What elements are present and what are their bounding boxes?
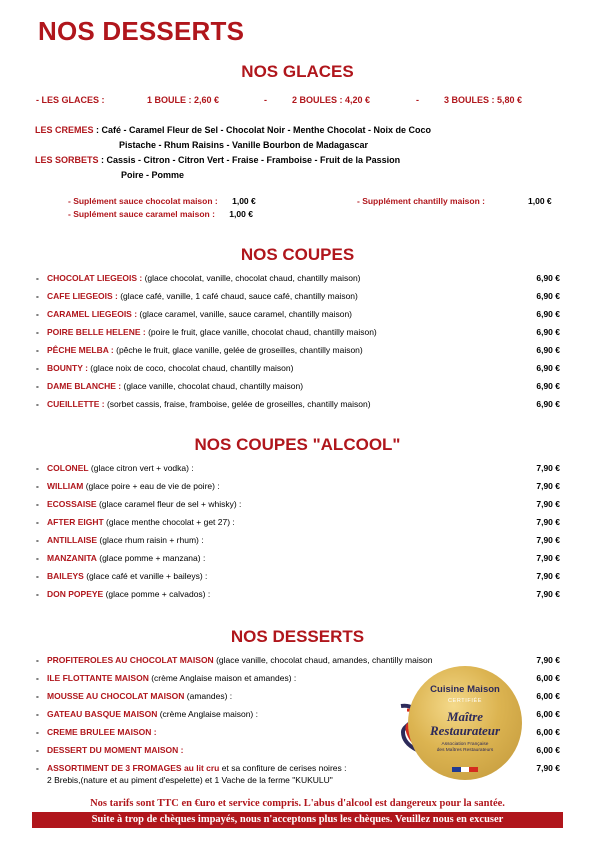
item-price: 7,90 € [536, 589, 560, 599]
item-name: MOUSSE AU CHOCOLAT MAISON [47, 691, 185, 701]
bullet-dash: - [36, 327, 39, 337]
item-desc: (crème Anglaise maison) : [157, 709, 258, 719]
list-item [36, 363, 560, 377]
footer-cheque-notice: Suite à trop de chèques impayés, nous n'acceptons plus les chèques. Veuillez nous en excuser [32, 812, 563, 828]
item-price: 6,90 € [536, 381, 560, 391]
list-item [36, 463, 560, 477]
item-price: 6,90 € [536, 363, 560, 373]
list-item [36, 589, 560, 603]
bullet-dash: - [36, 727, 39, 737]
item-price: 7,90 € [536, 553, 560, 563]
item-name: ILE FLOTTANTE MAISON [47, 673, 149, 683]
item-price: 6,00 € [536, 727, 560, 737]
desserts-title: NOS DESSERTS [230, 627, 365, 646]
item-price: 6,90 € [536, 291, 560, 301]
supplement-chantilly-price: 1,00 € [528, 196, 552, 206]
cremes-line-2: Pistache - Rhum Raisins - Vanille Bourbon de Madagascar [119, 140, 369, 150]
item-desc: (sorbet cassis, fraise, framboise, gelée de groseilles, chantilly maison) [104, 399, 371, 409]
list-item [36, 345, 560, 359]
glaces-sep-1: - [264, 95, 267, 105]
glaces-label: - LES GLACES : [36, 95, 105, 105]
supplement-chocolat [68, 196, 256, 206]
item-price: 7,90 € [536, 763, 560, 773]
item-price: 6,90 € [536, 327, 560, 337]
item-desc: et sa confiture de cerises noires : [219, 763, 347, 773]
bullet-dash: - [36, 273, 39, 283]
seal-line-1: Cuisine Maison [430, 684, 500, 695]
bullet-dash: - [36, 673, 39, 683]
item-name: GATEAU BASQUE MAISON [47, 709, 158, 719]
glaces-sep-2: - [416, 95, 419, 105]
item-price: 7,90 € [536, 571, 560, 581]
list-item [36, 399, 560, 413]
cuisine-maison-seal [408, 666, 522, 780]
item-price: 6,90 € [536, 309, 560, 319]
item-name: COLONEL [47, 463, 89, 473]
item-price: 6,00 € [536, 745, 560, 755]
bullet-dash: - [36, 517, 39, 527]
item-price: 6,00 € [536, 673, 560, 683]
supplement-caramel [68, 209, 253, 219]
list-item [36, 517, 560, 531]
bullet-dash: - [36, 745, 39, 755]
bullet-dash: - [36, 553, 39, 563]
item-price: 7,90 € [536, 499, 560, 509]
item-desc: (poire le fruit, glace vanille, chocolat chaud, chantilly maison) [145, 327, 377, 337]
supplement-caramel-label: - Suplément sauce caramel maison : [68, 209, 215, 219]
glaces-one-scoop: 1 BOULE : 2,60 € [147, 95, 220, 105]
seal-association-line-1: Association Française [441, 742, 489, 747]
bullet-dash: - [36, 481, 39, 491]
item-name: DESSERT DU MOMENT MAISON : [47, 745, 184, 755]
sorbets-line-2: Poire - Pomme [121, 170, 185, 180]
coupes-title: NOS COUPES [240, 245, 355, 264]
item-name: CHOCOLAT LIEGEOIS : [47, 273, 143, 283]
item-price: 7,90 € [536, 535, 560, 545]
footer-note: Nos tarifs sont TTC en €uro et service compris. L'abus d'alcool est dangereux pour la santée. [90, 798, 505, 809]
french-flag-icon [452, 759, 478, 764]
list-item [36, 481, 560, 495]
bullet-dash: - [36, 345, 39, 355]
item-name: MANZANITA [47, 553, 97, 563]
list-item [36, 499, 560, 513]
list-item [36, 291, 560, 305]
bullet-dash: - [36, 691, 39, 701]
item-name: DAME BLANCHE : [47, 381, 122, 391]
item-desc: (glace citron vert + vodka) : [88, 463, 194, 473]
item-desc: (glace pomme + calvados) : [103, 589, 211, 599]
cremes-flavors: : Café - Caramel Fleur de Sel - Chocolat Noir - Menthe Chocolat - Noix de Coco [93, 125, 432, 135]
bullet-dash: - [36, 399, 39, 409]
supplement-caramel-price: 1,00 € [229, 209, 253, 219]
bullet-dash: - [36, 381, 39, 391]
glaces-title: NOS GLACES [241, 62, 354, 81]
item-desc: (glace caramel, vanille, sauce caramel, chantilly maison) [137, 309, 352, 319]
sorbets-label: LES SORBETS [35, 155, 99, 165]
bullet-dash: - [36, 309, 39, 319]
supplement-chantilly-text: - Supplément chantilly maison : [357, 196, 485, 206]
bullet-dash: - [36, 709, 39, 719]
bullet-dash: - [36, 655, 39, 665]
supplement-chantilly-label [357, 196, 485, 206]
bullet-dash: - [36, 291, 39, 301]
item-name: BOUNTY : [47, 363, 88, 373]
bullet-dash: - [36, 499, 39, 509]
seal-title-line-1: Maître [446, 709, 484, 724]
bullet-dash: - [36, 535, 39, 545]
glaces-two-scoops: 2 BOULES : 4,20 € [292, 95, 371, 105]
item-price: 6,00 € [536, 709, 560, 719]
item-desc: (glace noix de coco, chocolat chaud, chantilly maison) [87, 363, 294, 373]
item-price: 6,90 € [536, 273, 560, 283]
supplement-chocolat-label: - Suplément sauce chocolat maison : [68, 196, 218, 206]
bullet-dash: - [36, 763, 39, 773]
item-desc: (glace vanille, chocolat chaud, amandes, chantilly maison [213, 655, 433, 665]
item-name: ECOSSAISE [47, 499, 97, 509]
list-item [36, 381, 560, 395]
seal-line-2: CERTIFIÉE [447, 698, 483, 704]
item-desc: (glace vanille, chocolat chaud, chantilly maison) [121, 381, 304, 391]
item-price: 6,90 € [536, 399, 560, 409]
list-item [36, 655, 560, 669]
item-price: 7,90 € [536, 481, 560, 491]
seal-title-line-2: Restaurateur [429, 723, 501, 738]
item-name: ANTILLAISE [47, 535, 98, 545]
bullet-dash: - [36, 463, 39, 473]
list-item [36, 309, 560, 323]
seal-association [408, 742, 522, 754]
item-name: DON POPEYE [47, 589, 104, 599]
cremes-label: LES CREMES [35, 125, 94, 135]
seal-association-line-2: des Maîtres Restaurateurs [436, 748, 494, 753]
list-item [36, 327, 560, 341]
list-item [36, 273, 560, 287]
item-desc-line-2: 2 Brebis,(nature et au piment d'espelette) et 1 Vache de la ferme "KUKULU" [47, 775, 333, 785]
page-title: NOS DESSERTS [38, 16, 245, 46]
bullet-dash: - [36, 363, 39, 373]
sorbets-line-1 [35, 155, 400, 165]
item-desc: (glace menthe chocolat + get 27) : [103, 517, 235, 527]
supplement-chocolat-price: 1,00 € [232, 196, 256, 206]
item-desc: (pêche le fruit, glace vanille, gelée de groseilles, chantilly maison) [113, 345, 363, 355]
item-price: 6,90 € [536, 345, 560, 355]
item-name: ASSORTIMENT DE 3 FROMAGES au lit cru [47, 763, 220, 773]
item-name: CREME BRULEE MAISON : [47, 727, 157, 737]
item-name: CUEILLETTE : [47, 399, 105, 409]
item-price: 7,90 € [536, 655, 560, 665]
bullet-dash: - [36, 571, 39, 581]
item-name: CARAMEL LIEGEOIS : [47, 309, 138, 319]
item-name: POIRE BELLE HELENE : [47, 327, 146, 337]
glaces-three-scoops: 3 BOULES : 5,80 € [444, 95, 523, 105]
item-desc: (glace café et vanille + baileys) : [83, 571, 208, 581]
item-name: BAILEYS [47, 571, 84, 581]
item-name: CAFE LIEGEOIS : [47, 291, 118, 301]
list-item [36, 571, 560, 585]
item-desc: (glace chocolat, vanille, chocolat chaud, chantilly maison) [142, 273, 361, 283]
item-name: PROFITEROLES AU CHOCOLAT MAISON [47, 655, 214, 665]
item-price: 7,90 € [536, 517, 560, 527]
cremes-line-1 [35, 125, 431, 135]
item-desc: (glace rhum raisin + rhum) : [97, 535, 204, 545]
list-item [36, 535, 560, 549]
item-desc: (glace café, vanille, 1 café chaud, sauce café, chantilly maison) [117, 291, 358, 301]
item-price: 6,00 € [536, 691, 560, 701]
item-price: 7,90 € [536, 463, 560, 473]
item-name: PÊCHE MELBA : [47, 345, 114, 355]
list-item [36, 553, 560, 567]
seal-title [408, 710, 522, 738]
item-desc: (glace pomme + manzana) : [96, 553, 206, 563]
item-desc: (glace caramel fleur de sel + whisky) : [96, 499, 242, 509]
item-desc: (amandes) : [184, 691, 233, 701]
item-name: AFTER EIGHT [47, 517, 104, 527]
sorbets-flavors: : Cassis - Citron - Citron Vert - Fraise - Framboise - Fruit de la Passion [98, 155, 401, 165]
item-desc: (glace poire + eau de vie de poire) : [83, 481, 220, 491]
item-name: WILLIAM [47, 481, 84, 491]
bullet-dash: - [36, 589, 39, 599]
item-desc: (crème Anglaise maison et amandes) : [148, 673, 297, 683]
alcool-title: NOS COUPES "ALCOOL" [194, 435, 401, 454]
